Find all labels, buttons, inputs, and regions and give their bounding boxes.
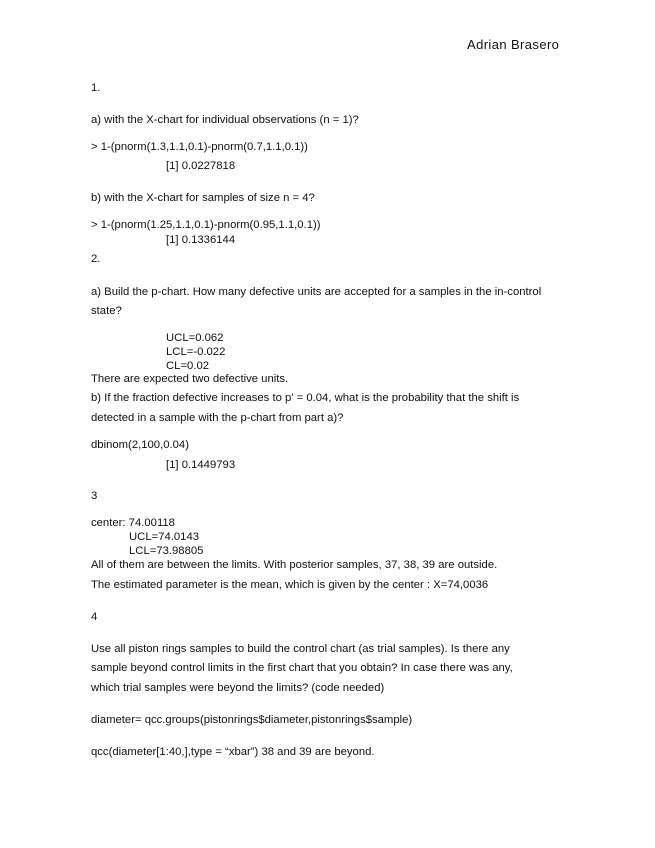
q2-a-question-line2: state? <box>91 305 122 317</box>
q4-question-line2: sample beyond control limits in the first chart that you obtain? In case there was any, <box>91 662 513 674</box>
q2-b-result: [1] 0.1449793 <box>166 459 236 471</box>
q3-lcl: LCL=73.98805 <box>129 545 204 557</box>
q4-question-line3: which trial samples were beyond the limits? (code needed) <box>91 682 385 694</box>
q3-center: center: 74.00118 <box>91 517 175 529</box>
q4-code-line2: qcc(diameter[1:40,],type = “xbar”) 38 and 39 are beyond. <box>91 746 375 758</box>
q2-b-code: dbinom(2,100,0.04) <box>91 439 189 451</box>
q1-a-question: a) with the X-chart for individual observations (n = 1)? <box>91 114 359 126</box>
q2-a-question-line1: a) Build the p-chart. How many defective units are accepted for a samples in the in-control <box>91 286 542 298</box>
q4-number: 4 <box>91 611 98 623</box>
q2-ucl: UCL=0.062 <box>166 332 224 344</box>
q2-b-question-line2: detected in a sample with the p-chart from part a)? <box>91 412 344 424</box>
q3-ucl: UCL=74.0143 <box>129 531 200 543</box>
q4-code-line1: diameter= qcc.groups(pistonrings$diameter,pistonrings$sample) <box>91 714 413 726</box>
q2-lcl: LCL=-0.022 <box>166 346 226 358</box>
q2-number: 2. <box>91 253 101 265</box>
q4-question-line1: Use all piston rings samples to build the control chart (as trial samples). Is there any <box>91 643 510 655</box>
q3-number: 3 <box>91 490 98 502</box>
q1-b-question: b) with the X-chart for samples of size n = 4? <box>91 192 315 204</box>
author-name: Adrian Brasero <box>467 37 560 52</box>
q1-a-result: [1] 0.0227818 <box>166 160 236 172</box>
q2-b-question-line1: b) If the fraction defective increases to p' = 0.04, what is the probability that the shift is <box>91 392 520 404</box>
q1-b-code: > 1-(pnorm(1.25,1.1,0.1)-pnorm(0.95,1.1,0.1)) <box>91 219 321 231</box>
q3-answer-line2: The estimated parameter is the mean, which is given by the center : X=74,0036 <box>91 579 489 591</box>
q3-answer-line1: All of them are between the limits. With posterior samples, 37, 38, 39 are outside. <box>91 559 498 571</box>
q2-cl: CL=0.02 <box>166 360 210 372</box>
q1-a-code: > 1-(pnorm(1.3,1.1,0.1)-pnorm(0.7,1.1,0.1)) <box>91 141 308 153</box>
q1-number: 1. <box>91 82 101 94</box>
q1-b-result: [1] 0.1336144 <box>166 234 236 246</box>
q2-a-answer: There are expected two defective units. <box>91 373 289 385</box>
